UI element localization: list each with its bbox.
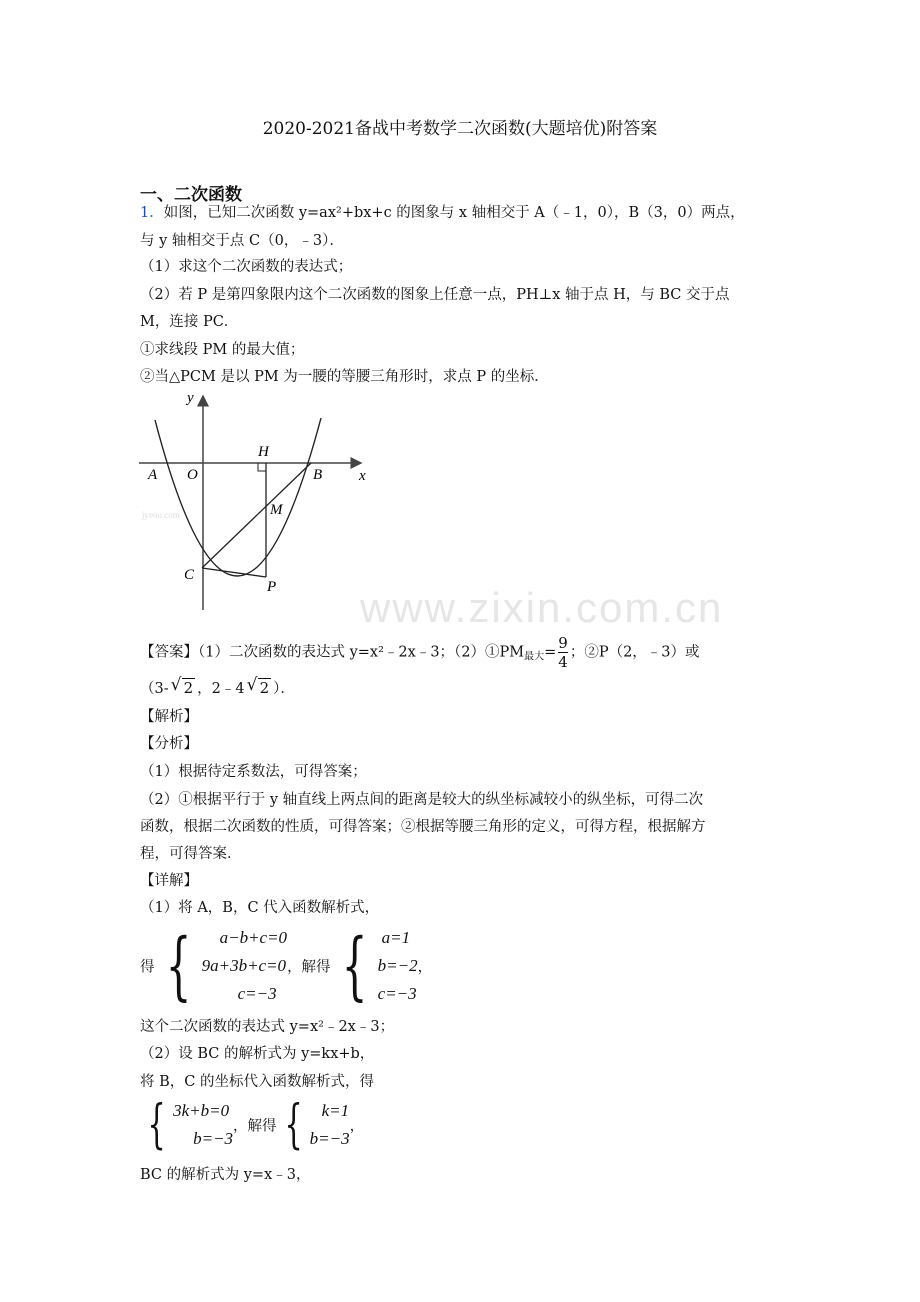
solution-line-1: （1）将 A，B，C 代入函数解析式， (140, 900, 380, 916)
fenxi-line-2: （2）①根据平行于 y 轴直线上两点间的距离是较大的纵坐标减较小的纵坐标，可得二次 (140, 792, 704, 808)
equation-system-2: { 3k+b=0 b=−3 ，解得 { k=1 b=−3 ， (147, 1095, 365, 1155)
system-2-rows: a=1 b=−2 c=−3 (377, 928, 418, 1003)
fenxi-heading: 【分析】 (140, 736, 198, 752)
label-x: x (359, 468, 366, 484)
question-line-1: 1．如图，已知二次函数 y=ax²+bx+c 的图象与 x 轴相交于 A（﹣1，0），B（3，0）两点， (140, 205, 745, 221)
watermark: www.zixin.com.cn (360, 584, 724, 631)
system-3-rows: 3k+b=0 b=−3 (173, 1101, 234, 1148)
equation-system-1: 得 { a−b+c=0 9a+3b+c=0 c=−3 ，解得 { a=1 b=−2 c=−3 ， (140, 923, 433, 1009)
system-4-rows: k=1 b=−3 (309, 1101, 350, 1148)
solution-line-2: 这个二次函数的表达式 y=x²﹣2x﹣3； (140, 1019, 395, 1035)
label-a: A (148, 467, 158, 483)
question-part-2-line-1: （2）若 P 是第四象限内这个二次函数的图象上任意一点，PH⊥x 轴于点 H，与 BC 交于点 (140, 287, 730, 303)
question-sub-1: ①求线段 PM 的最大值； (140, 342, 305, 358)
solution-line-5: BC 的解析式为 y=x﹣3， (140, 1167, 311, 1183)
fenxi-line-3: 函数，根据二次函数的性质，可得答案；②根据等腰三角形的定义，可得方程，根据解方 (140, 819, 706, 835)
fenxi-line-4: 程，可得答案． (140, 846, 242, 862)
label-b: B (313, 467, 323, 483)
question-sub-2: ②当△PCM 是以 PM 为一腰的等腰三角形时，求点 P 的坐标． (140, 369, 549, 385)
sqrt-two: √ 2 (170, 675, 194, 697)
label-p: P (267, 579, 277, 595)
answer-line-1: 【答案】（1）二次函数的表达式 y=x²﹣2x﹣3；$(2)①PM_{最大}=$ $\frac{9}{4}$ ；②P（2，﹣3）或 (140, 634, 700, 671)
label-h: H (258, 444, 269, 460)
question-line-2: 与 y 轴相交于点 C（0，﹣3）． (140, 233, 344, 249)
fenxi-line-1: （1）根据待定系数法，可得答案； (140, 764, 367, 780)
faint-source-text: jyeoo.com (142, 510, 180, 520)
label-c: C (184, 567, 195, 583)
question-part-1: （1）求这个二次函数的表达式； (140, 259, 353, 275)
solution-line-3: （2）设 BC 的解析式为 y=kx+b， (140, 1046, 375, 1062)
xiangjie-heading: 【详解】 (140, 873, 198, 889)
question-number: 1． (140, 205, 164, 221)
sqrt-two: √ 2 (246, 675, 270, 697)
answer-line-2: （3- √ 2 ，2﹣4 √ 2 ）． (140, 675, 295, 697)
fraction-nine-fourths: $\frac{9}{4}$ (558, 634, 568, 671)
parabola-figure (135, 388, 375, 613)
label-y: y (187, 390, 194, 406)
segment-bc (202, 463, 311, 568)
parabola-curve (155, 418, 321, 576)
solution-line-4: 将 B，C 的坐标代入函数解析式，得 (140, 1074, 374, 1090)
system-1-rows: a−b+c=0 9a+3b+c=0 c=−3 (201, 928, 288, 1003)
question-part-2-line-2: M，连接 PC． (140, 314, 239, 330)
label-o: O (187, 467, 198, 483)
right-angle-mark (258, 463, 266, 471)
section-heading: 一、二次函数 (140, 185, 242, 205)
label-m: M (270, 502, 283, 518)
document-title: 2020-2021备战中考数学二次函数(大题培优)附答案 (262, 119, 658, 139)
analysis-heading: 【解析】 (140, 709, 198, 725)
